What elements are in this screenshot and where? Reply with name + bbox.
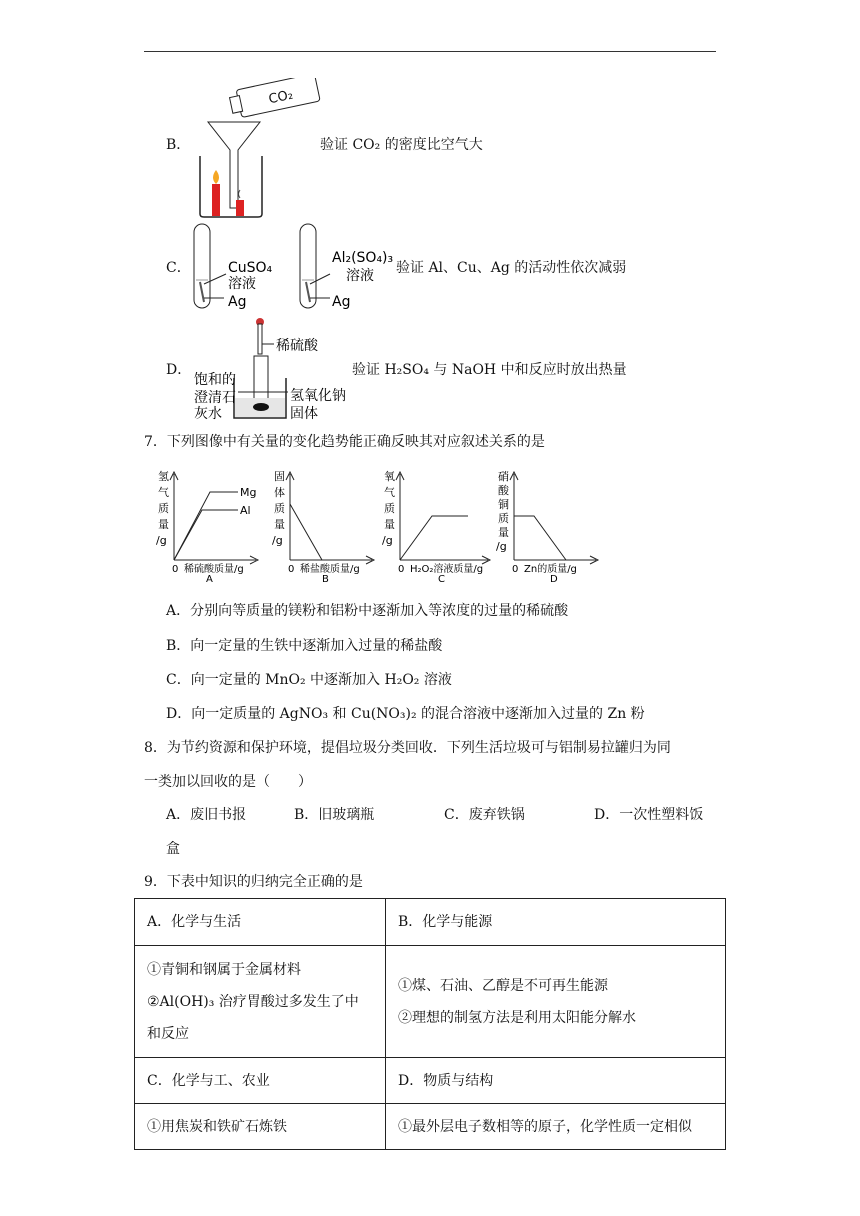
q8-stem-line2: 一类加以回收的是（ ） <box>144 774 312 790</box>
svg-text:气: 气 <box>158 486 169 499</box>
svg-text:/g: /g <box>382 534 393 547</box>
option-b-letter: B． <box>166 137 191 153</box>
q8-option-d-wrap: 盒 <box>166 841 180 857</box>
graph-c <box>376 468 496 582</box>
cell-d-head: D．物质与结构 <box>386 1058 726 1104</box>
svg-text:0: 0 <box>288 564 295 575</box>
svg-text:量: 量 <box>274 518 285 531</box>
cell-c-head: C．化学与工、农业 <box>135 1058 386 1104</box>
option-d-text: 验证 H₂SO₄ 与 NaOH 中和反应时放出热量 <box>352 362 627 378</box>
option-d-letter: D． <box>166 362 192 378</box>
candle-tall <box>212 184 220 216</box>
svg-text:稀盐酸质量/g: 稀盐酸质量/g <box>300 564 360 575</box>
graph-d <box>494 468 606 582</box>
cell-d-body: ①最外层电子数相等的原子，化学性质一定相似 <box>386 1104 726 1150</box>
svg-text:质: 质 <box>384 502 395 515</box>
svg-text:氢氧化钠: 氢氧化钠 <box>290 388 346 404</box>
q8-option-d: D．一次性塑料饭 <box>594 807 704 823</box>
co2-pour-apparatus <box>196 78 326 218</box>
cuno3-line <box>514 516 566 560</box>
svg-text:C: C <box>438 574 445 582</box>
solid-line <box>290 504 322 560</box>
svg-text:体: 体 <box>274 486 285 499</box>
svg-text:Al₂(SO₄)₃: Al₂(SO₄)₃ <box>332 250 394 266</box>
q8-stem-line1: 8．为节约资源和保护环境，提倡垃圾分类回收．下列生活垃圾可与铝制易拉罐归为同 <box>144 740 671 756</box>
svg-text:稀硫酸质量/g: 稀硫酸质量/g <box>184 564 244 575</box>
svg-text:Mg: Mg <box>240 486 257 499</box>
svg-text:氧: 氧 <box>384 470 395 483</box>
svg-text:量: 量 <box>498 526 509 539</box>
svg-text:H₂O₂溶液质量/g: H₂O₂溶液质量/g <box>410 564 484 575</box>
svg-text:0: 0 <box>398 564 405 575</box>
svg-text:B: B <box>322 574 329 582</box>
svg-text:CuSO₄: CuSO₄ <box>228 260 273 276</box>
cell-a-head: A．化学与生活 <box>135 899 386 946</box>
svg-text:固: 固 <box>274 470 285 483</box>
q7-option-a: A．分别向等质量的镁粉和铝粉中逐渐加入等浓度的过量的稀硫酸 <box>166 603 569 619</box>
mg-line <box>174 492 238 560</box>
dropper <box>258 324 262 354</box>
svg-text:硝: 硝 <box>498 470 509 483</box>
svg-text:固体: 固体 <box>290 406 318 422</box>
cell-b-body: ①煤、石油、乙醇是不可再生能源 ②理想的制氢方法是利用太阳能分解水 <box>386 946 726 1058</box>
svg-text:溶液: 溶液 <box>346 268 374 284</box>
svg-text:/g: /g <box>156 534 167 547</box>
bottle-label: CO₂ <box>267 87 295 108</box>
option-c-letter: C． <box>166 260 191 276</box>
q8-option-a: A．废旧书报 <box>166 807 247 823</box>
oxygen-line <box>400 516 468 560</box>
svg-text:Al: Al <box>240 504 251 517</box>
cell-b-head: B．化学与能源 <box>386 899 726 946</box>
svg-text:A: A <box>206 574 213 582</box>
svg-text:质: 质 <box>274 502 285 515</box>
graph-a <box>150 468 262 582</box>
svg-text:氢: 氢 <box>158 470 169 483</box>
svg-text:量: 量 <box>384 518 395 531</box>
neutralization-apparatus <box>190 314 360 424</box>
svg-text:Ag: Ag <box>332 294 351 310</box>
svg-text:酸: 酸 <box>498 484 509 497</box>
svg-text:/g: /g <box>496 540 507 553</box>
svg-text:澄清石: 澄清石 <box>194 390 236 406</box>
svg-text:0: 0 <box>512 564 519 575</box>
cell-c-body: ①用焦炭和铁矿石炼铁 <box>135 1104 386 1150</box>
q7-option-d: D．向一定质量的 AgNO₃ 和 Cu(NO₃)₂ 的混合溶液中逐渐加入过量的 Zn 粉 <box>166 706 645 722</box>
svg-text:气: 气 <box>384 486 395 499</box>
q9-stem: 9．下表中知识的归纳完全正确的是 <box>144 874 363 890</box>
q7-option-c: C．向一定量的 MnO₂ 中逐渐加入 H₂O₂ 溶液 <box>166 672 452 688</box>
svg-text:/g: /g <box>272 534 283 547</box>
inner-tube <box>254 356 268 404</box>
option-b-text: 验证 CO₂ 的密度比空气大 <box>320 137 483 153</box>
q8-option-b: B．旧玻璃瓶 <box>294 807 375 823</box>
q7-stem: 7．下列图像中有关量的变化趋势能正确反映其对应叙述关系的是 <box>144 434 545 450</box>
svg-text:质: 质 <box>498 512 509 525</box>
knowledge-table <box>134 898 726 1150</box>
svg-text:饱和的: 饱和的 <box>194 372 236 388</box>
candle-short <box>236 200 244 216</box>
svg-text:0: 0 <box>172 564 179 575</box>
al-line <box>174 510 238 560</box>
graph-b <box>266 468 378 582</box>
svg-text:量: 量 <box>158 518 169 531</box>
metal-test-tubes <box>190 222 400 312</box>
q7-option-b: B．向一定量的生铁中逐渐加入过量的稀盐酸 <box>166 638 443 654</box>
svg-text:质: 质 <box>158 502 169 515</box>
svg-text:稀硫酸: 稀硫酸 <box>276 338 318 354</box>
option-c-text: 验证 Al、Cu、Ag 的活动性依次减弱 <box>396 260 627 276</box>
cell-a-body: ①青铜和钢属于金属材料 ②Al(OH)₃ 治疗胃酸过多发生了中 和反应 <box>135 946 386 1058</box>
svg-text:铜: 铜 <box>498 498 509 511</box>
svg-text:溶液: 溶液 <box>228 276 256 292</box>
svg-text:Ag: Ag <box>228 294 247 310</box>
header-rule <box>144 51 716 52</box>
svg-text:Zn的质量/g: Zn的质量/g <box>524 564 577 575</box>
svg-text:D: D <box>550 574 558 582</box>
q8-option-c: C．废弃铁锅 <box>444 807 525 823</box>
svg-text:灰水: 灰水 <box>194 406 222 422</box>
